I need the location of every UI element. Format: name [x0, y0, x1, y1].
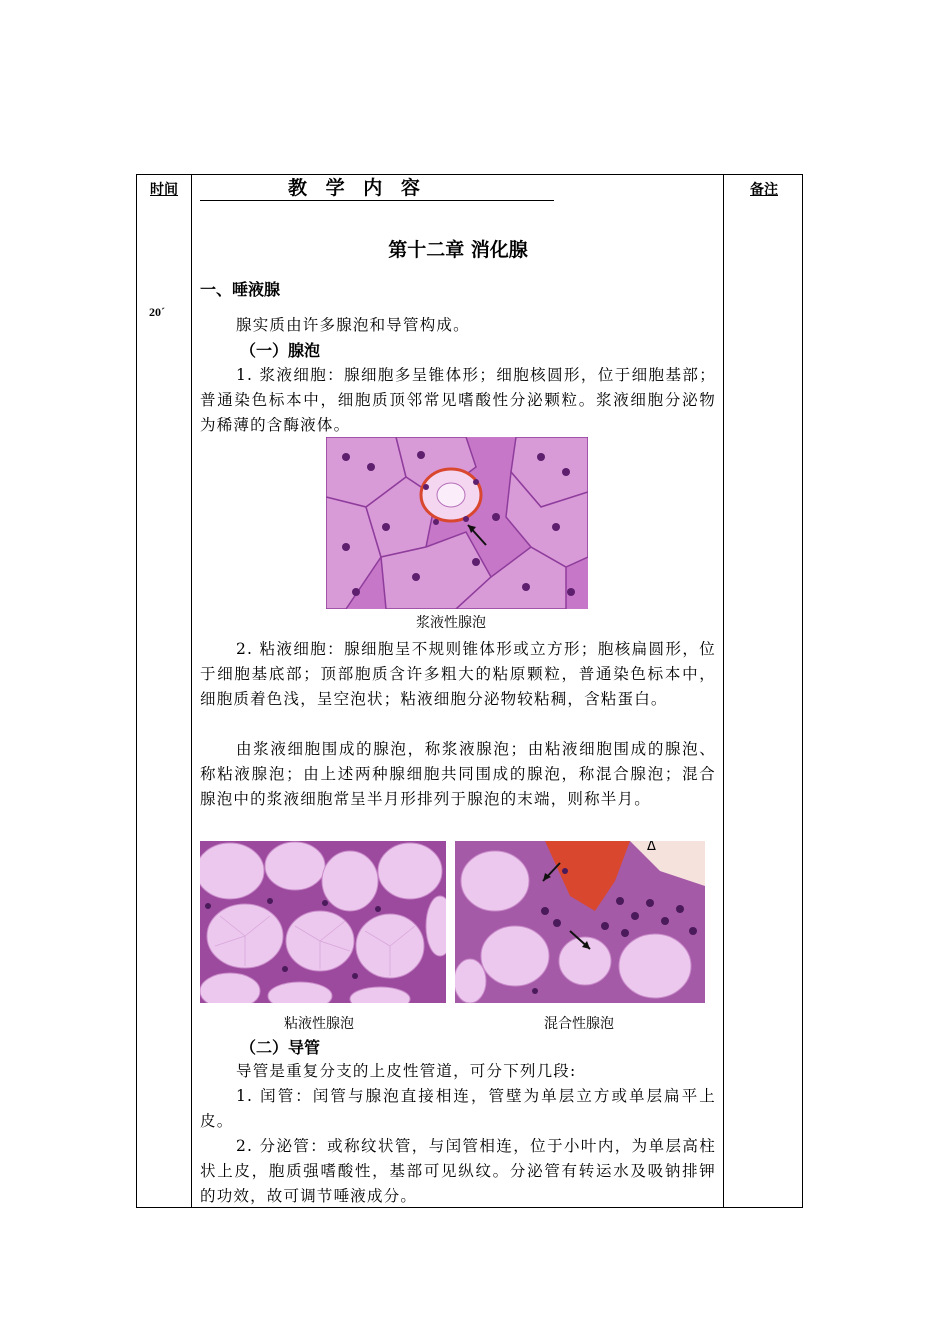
mixed-acinus-image — [455, 841, 705, 1003]
serous-cell-paragraph: 1. 浆液细胞：腺细胞多呈锥体形；细胞核圆形，位于细胞基部；普通染色标本中，细胞质顶邻常见嗜酸性分泌颗粒。浆液细胞分泌物为稀薄的含酶液体。 — [200, 366, 716, 434]
content-column-header: 教 学 内 容 — [200, 177, 554, 201]
subsection-acini-title: （一）腺泡 — [240, 341, 321, 360]
chapter-title: 第十二章 消化腺 — [388, 239, 528, 261]
ducts-intro-paragraph: 导管是重复分支的上皮性管道，可分下列几段: — [236, 1062, 577, 1080]
serous-acinus-caption: 浆液性腺泡 — [416, 615, 486, 631]
lesson-table — [136, 174, 803, 1208]
intercalated-duct-paragraph: 1. 闰管：闰管与腺泡直接相连，管壁为单层立方或单层扁平上皮。 — [200, 1087, 716, 1130]
intro-paragraph: 腺实质由许多腺泡和导管构成。 — [236, 316, 470, 334]
section-title: 一、唾液腺 — [200, 280, 281, 299]
serous-acinus-image — [326, 437, 588, 609]
column-divider — [191, 175, 192, 1207]
acinus-types-paragraph: 由浆液细胞围成的腺泡，称浆液腺泡；由粘液细胞围成的腺泡、称粘液腺泡；由上述两种腺细胞共同围成的腺泡，称混合腺泡；混合腺泡中的浆液细胞常呈半月形排列于腺泡的末端，则称半月。 — [200, 740, 716, 808]
mucous-acinus-caption: 粘液性腺泡 — [284, 1016, 354, 1032]
notes-column-header: 备注 — [750, 182, 778, 198]
time-value: 20´ — [149, 305, 165, 319]
mixed-acinus-marker: Δ — [647, 841, 656, 854]
mixed-acinus-caption: 混合性腺泡 — [544, 1016, 614, 1032]
mucous-cell-paragraph: 2. 粘液细胞：腺细胞呈不规则锥体形或立方形；胞核扁圆形，位于细胞基底部；顶部胞质含许多粗大的粘原颗粒，普通染色标本中，细胞质着色浅，呈空泡状；粘液细胞分泌物较粘稠，含粘蛋白。 — [200, 640, 716, 708]
time-column-header: 时间 — [150, 182, 178, 198]
secretory-duct-paragraph: 2. 分泌管：或称纹状管，与闰管相连，位于小叶内，为单层高柱状上皮，胞质强嗜酸性，基部可见纵纹。分泌管有转运水及吸钠排钾的功效，故可调节唾液成分。 — [200, 1137, 716, 1205]
mucous-acinus-image — [200, 841, 446, 1003]
column-divider — [723, 175, 724, 1207]
subsection-ducts-title: （二）导管 — [240, 1038, 321, 1057]
